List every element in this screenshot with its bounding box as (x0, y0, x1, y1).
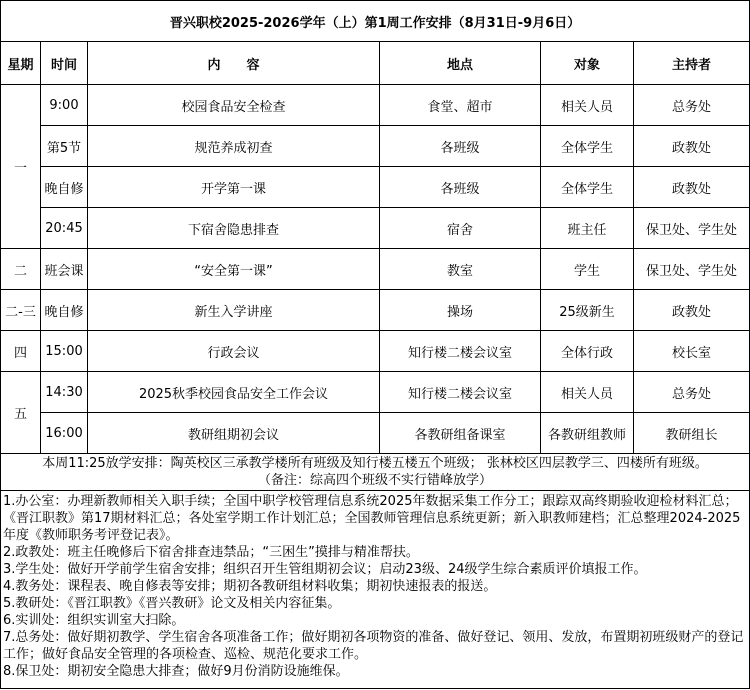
content-cell: 规范养成初查 (88, 126, 380, 167)
time-cell: 9:00 (41, 85, 88, 126)
header-content: 内 容 (88, 42, 380, 85)
duty-item-training: 6.实训处：组织实训室大扫除。 (3, 613, 185, 628)
content-cell: 2025秋季校园食品安全工作会议 (88, 372, 380, 413)
time-cell: 20:45 (41, 208, 88, 249)
content-cell: 校园食品安全检查 (88, 85, 380, 126)
audience-cell: 全体学生 (541, 126, 634, 167)
time-cell: 班会课 (41, 249, 88, 290)
header-time: 时间 (41, 42, 88, 85)
host-cell: 教研组长 (634, 413, 750, 454)
content-cell: 新生入学讲座 (88, 290, 380, 331)
location-cell: 操场 (380, 290, 541, 331)
location-cell: 知行楼二楼会议室 (380, 331, 541, 372)
header-host: 主持者 (634, 42, 750, 85)
time-cell: 14:30 (41, 372, 88, 413)
content-cell: 教研组期初会议 (88, 413, 380, 454)
duty-item-academic: 4.教务处：课程表、晚自修表等安排；期初各教研组材料收集；期初快速报表的报送。 (3, 579, 497, 594)
dismissal-note-line2: （备注：综高四个班级不实行错峰放学） (258, 473, 493, 488)
duty-item-general: 7.总务处：做好期初教学、学生宿舍各项准备工作；做好期初各项物资的准备、做好登记、领用、发放，布置期初班级财产的登记工作；做好食品安全管理的各项检查、巡检、规范化要求工作。 (3, 630, 744, 662)
audience-cell: 25级新生 (541, 290, 634, 331)
location-cell: 各班级 (380, 167, 541, 208)
location-cell: 宿舍 (380, 208, 541, 249)
location-cell: 教室 (380, 249, 541, 290)
host-cell: 校长室 (634, 331, 750, 372)
host-cell: 总务处 (634, 85, 750, 126)
day-cell-tue: 二 (1, 249, 41, 290)
header-audience: 对象 (541, 42, 634, 85)
time-cell: 16:00 (41, 413, 88, 454)
department-duties (1, 491, 750, 689)
day-cell-mon: 一 (1, 85, 41, 249)
duty-item-security: 8.保卫处：期初安全隐患大排查；做好9月份消防设施维保。 (3, 664, 349, 679)
host-cell: 保卫处、学生处 (634, 249, 750, 290)
audience-cell: 班主任 (541, 208, 634, 249)
header-location: 地点 (380, 42, 541, 85)
time-cell: 晚自修 (41, 167, 88, 208)
audience-cell: 相关人员 (541, 372, 634, 413)
day-cell-tue-wed: 二-三 (1, 290, 41, 331)
audience-cell: 全体行政 (541, 331, 634, 372)
audience-cell: 全体学生 (541, 167, 634, 208)
content-cell: 行政会议 (88, 331, 380, 372)
header-day: 星期 (1, 42, 41, 85)
host-cell: 政教处 (634, 167, 750, 208)
audience-cell: 各教研组教师 (541, 413, 634, 454)
duty-item-political: 2.政教处：班主任晚修后下宿舍排查违禁品；“三困生”摸排与精准帮扶。 (3, 545, 419, 560)
duty-item-research: 5.教研处：《晋江职教》《晋兴教研》论文及相关内容征集。 (3, 596, 341, 611)
duty-item-office: 1.办公室：办理新教师相关入职手续；全国中职学校管理信息系统2025年数据采集工作分工；跟踪双高终期验收迎检材料汇总；《晋江职教》第17期材料汇总；各处室学期工作计划汇总；全国教师管理信息系统更新；新入职教师建档；汇总整理2024-2025年度《教师职务考评登记表》。 (3, 494, 741, 543)
content-cell: “安全第一课” (88, 249, 380, 290)
host-cell: 政教处 (634, 290, 750, 331)
time-cell: 晚自修 (41, 290, 88, 331)
time-cell: 第5节 (41, 126, 88, 167)
dismissal-note-line1: 本周11:25放学安排：陶英校区三承教学楼所有班级及知行楼五楼五个班级； 张林校区四层教学三、四楼所有班级。 (42, 456, 708, 471)
duty-item-student: 3.学生处：做好开学前学生宿舍安排；组织召开生管组期初会议；启动23级、24级学生综合素质评价填报工作。 (3, 562, 647, 577)
day-cell-fri: 五 (1, 372, 41, 454)
location-cell: 各教研组备课室 (380, 413, 541, 454)
audience-cell: 学生 (541, 249, 634, 290)
page-title: 晋兴职校2025-2026学年（上）第1周工作安排（8月31日-9月6日） (1, 1, 750, 42)
host-cell: 保卫处、学生处 (634, 208, 750, 249)
location-cell: 知行楼二楼会议室 (380, 372, 541, 413)
location-cell: 食堂、超市 (380, 85, 541, 126)
day-cell-thu: 四 (1, 331, 41, 372)
content-cell: 开学第一课 (88, 167, 380, 208)
host-cell: 政教处 (634, 126, 750, 167)
audience-cell: 相关人员 (541, 85, 634, 126)
content-cell: 下宿舍隐患排查 (88, 208, 380, 249)
host-cell: 总务处 (634, 372, 750, 413)
time-cell: 15:00 (41, 331, 88, 372)
location-cell: 各班级 (380, 126, 541, 167)
dismissal-note (1, 454, 750, 491)
